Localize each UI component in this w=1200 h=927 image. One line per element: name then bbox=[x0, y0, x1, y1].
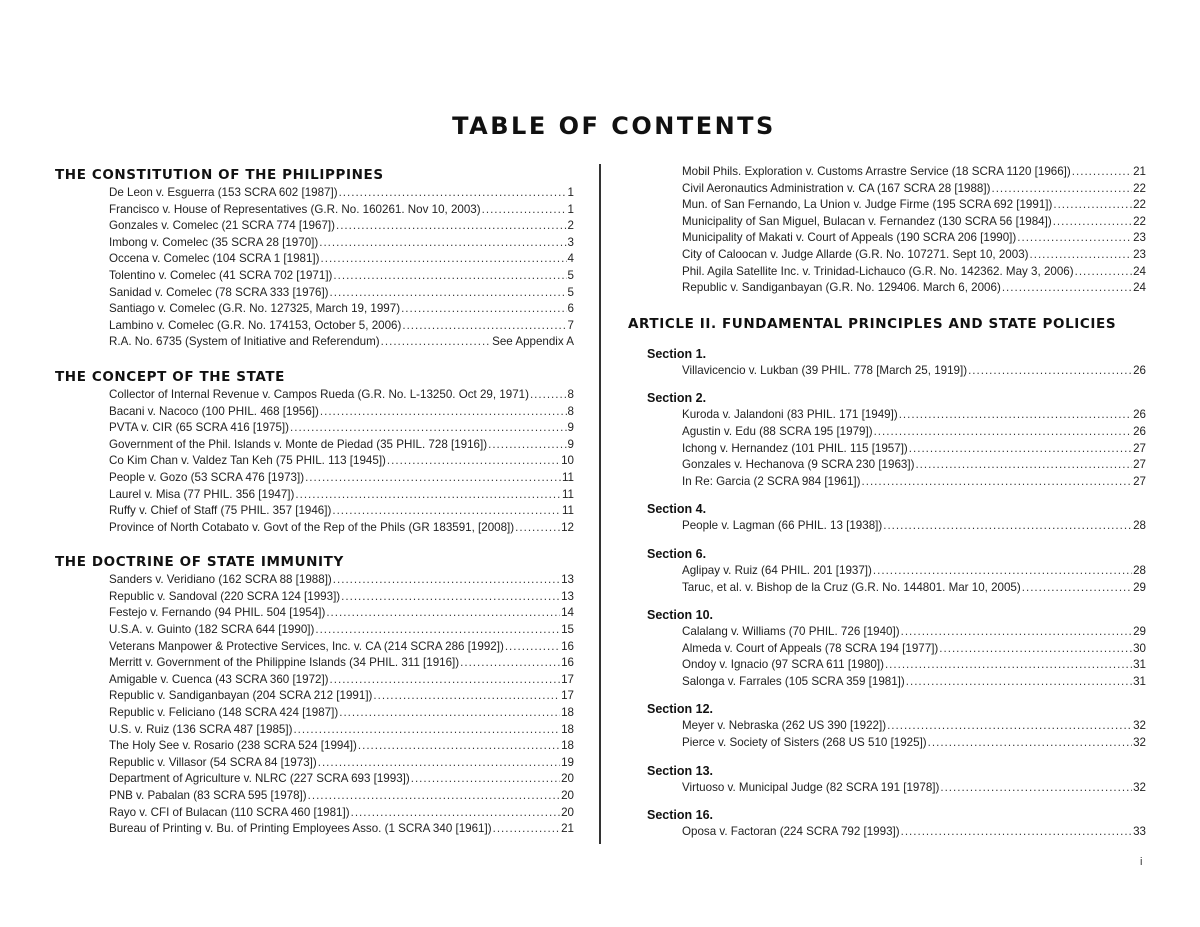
toc-entry[interactable] bbox=[682, 824, 1146, 841]
toc-entry[interactable] bbox=[682, 674, 1146, 691]
toc-entry-title: Laurel v. Misa (77 PHIL. 356 [1947]) bbox=[109, 487, 295, 501]
toc-entry-page: 1 bbox=[567, 186, 574, 199]
dot-leader bbox=[1002, 280, 1132, 297]
toc-entry-title: Lambino v. Comelec (G.R. No. 174153, October 5, 2006) bbox=[109, 318, 402, 332]
toc-entry-title: Amigable v. Cuenca (43 SCRA 360 [1972]) bbox=[109, 672, 329, 686]
toc-entry[interactable] bbox=[682, 780, 1146, 797]
toc-section-entries bbox=[628, 718, 1148, 751]
toc-entry[interactable] bbox=[109, 688, 574, 705]
toc-entry[interactable] bbox=[109, 639, 574, 656]
toc-entry[interactable] bbox=[109, 202, 574, 219]
toc-entry-title: Republic v. Sandiganbayan (204 SCRA 212 [1991]) bbox=[109, 689, 373, 703]
toc-entry-page: 32 bbox=[1133, 736, 1146, 750]
dot-leader bbox=[1072, 164, 1132, 181]
toc-entry-page: 22 bbox=[1133, 181, 1146, 195]
toc-entry-title: Pierce v. Society of Sisters (268 US 510 [1925]) bbox=[682, 736, 927, 750]
dot-leader bbox=[351, 805, 561, 822]
toc-entry[interactable] bbox=[682, 441, 1146, 458]
toc-entry[interactable] bbox=[109, 572, 574, 589]
toc-entry-page: 11 bbox=[561, 504, 574, 518]
toc-entry-page: 8 bbox=[567, 404, 574, 418]
dot-leader bbox=[488, 437, 566, 454]
toc-entry-page: 29 bbox=[1133, 580, 1146, 594]
toc-entry[interactable] bbox=[109, 503, 574, 520]
toc-entry-title: Santiago v. Comelec (G.R. No. 127325, March 19, 1997) bbox=[109, 302, 401, 316]
toc-entry-title: Salonga v. Farrales (105 SCRA 359 [1981]) bbox=[682, 674, 905, 688]
dot-leader bbox=[909, 441, 1132, 458]
toc-right-column bbox=[628, 164, 1148, 841]
toc-entry-page: 12 bbox=[561, 520, 574, 534]
toc-heading-article-ii: ARTICLE II. FUNDAMENTAL PRINCIPLES AND STATE POLICIES bbox=[628, 315, 1117, 332]
toc-entry-title: Mobil Phils. Exploration v. Customs Arrastre Service (18 SCRA 1120 [1966]) bbox=[682, 165, 1071, 178]
dot-leader bbox=[862, 474, 1133, 491]
dot-leader bbox=[358, 738, 560, 755]
dot-leader bbox=[940, 780, 1132, 797]
toc-entry-page: 9 bbox=[567, 437, 574, 451]
dot-leader bbox=[308, 788, 560, 805]
dot-leader bbox=[873, 563, 1132, 580]
dot-leader bbox=[290, 420, 567, 437]
toc-entry-page: 17 bbox=[561, 672, 574, 686]
toc-entry-title: Meyer v. Nebraska (262 US 390 [1922]) bbox=[682, 719, 887, 733]
dot-leader bbox=[874, 424, 1133, 441]
toc-entry[interactable] bbox=[109, 755, 574, 772]
dot-leader bbox=[387, 453, 560, 470]
toc-entry-page: 26 bbox=[1133, 424, 1146, 438]
toc-entry[interactable] bbox=[109, 821, 574, 838]
toc-entry-page: 32 bbox=[1133, 780, 1146, 794]
toc-entry-title: In Re: Garcia (2 SCRA 984 [1961]) bbox=[682, 474, 861, 488]
toc-section-entries bbox=[628, 407, 1148, 490]
toc-entry[interactable] bbox=[682, 264, 1146, 281]
toc-entry[interactable] bbox=[109, 251, 574, 268]
toc-entry-page: 27 bbox=[1133, 441, 1146, 455]
dot-leader bbox=[330, 285, 567, 302]
dot-leader bbox=[915, 457, 1132, 474]
toc-entry-title: R.A. No. 6735 (System of Initiative and Referendum) bbox=[109, 335, 380, 349]
toc-entry[interactable] bbox=[109, 453, 574, 470]
toc-entry[interactable] bbox=[682, 363, 1146, 380]
toc-entry[interactable] bbox=[682, 280, 1146, 297]
toc-entry-page: 16 bbox=[561, 656, 574, 670]
toc-section-entries bbox=[628, 518, 1148, 535]
toc-entry[interactable] bbox=[682, 624, 1146, 641]
toc-entry-page: 18 bbox=[561, 706, 574, 720]
dot-leader bbox=[939, 641, 1132, 658]
toc-entry-title: Imbong v. Comelec (35 SCRA 28 [1970]) bbox=[109, 235, 319, 249]
toc-entry-page: 13 bbox=[561, 573, 574, 587]
toc-entry-page: 24 bbox=[1133, 281, 1146, 295]
toc-entry-page: 14 bbox=[561, 606, 574, 620]
toc-entry[interactable] bbox=[682, 518, 1146, 535]
toc-entry-page: 29 bbox=[1133, 625, 1146, 639]
toc-entry[interactable] bbox=[682, 197, 1146, 214]
toc-entry-page: 27 bbox=[1133, 474, 1146, 488]
toc-section-entries bbox=[628, 824, 1148, 841]
toc-entry-page: 4 bbox=[567, 252, 574, 266]
toc-entry-title: Almeda v. Court of Appeals (78 SCRA 194 [1977]) bbox=[682, 641, 939, 655]
toc-entry[interactable] bbox=[109, 487, 574, 504]
toc-entry-page: 6 bbox=[567, 302, 574, 316]
toc-entry[interactable] bbox=[109, 387, 574, 404]
toc-entry-title: Sanidad v. Comelec (78 SCRA 333 [1976]) bbox=[109, 285, 329, 299]
dot-leader bbox=[339, 185, 567, 202]
toc-sections bbox=[628, 346, 1148, 841]
toc-group-state-immunity-continued bbox=[628, 164, 1148, 297]
toc-entry-page: 33 bbox=[1133, 825, 1146, 839]
dot-leader bbox=[530, 387, 567, 404]
dot-leader bbox=[887, 718, 1132, 735]
toc-entry-title: Republic v. Sandiganbayan (G.R. No. 129406. March 6, 2006) bbox=[682, 281, 1001, 295]
toc-section-entries bbox=[628, 780, 1148, 797]
toc-entry-title: Bureau of Printing v. Bu. of Printing Employees Asso. (1 SCRA 340 [1961]) bbox=[109, 822, 492, 836]
toc-entry[interactable] bbox=[109, 805, 574, 822]
dot-leader bbox=[381, 334, 491, 351]
toc-entry-page: 5 bbox=[567, 285, 574, 299]
dot-leader bbox=[320, 404, 567, 421]
toc-entry-page: 15 bbox=[561, 623, 574, 637]
dot-leader bbox=[321, 251, 567, 268]
toc-entry-page: 27 bbox=[1133, 458, 1146, 472]
toc-entry-title: The Holy See v. Rosario (238 SCRA 524 [1994]) bbox=[109, 739, 357, 753]
toc-entry[interactable] bbox=[109, 771, 574, 788]
toc-heading-concept-of-state: THE CONCEPT OF THE STATE bbox=[55, 368, 285, 385]
toc-entry[interactable] bbox=[109, 788, 574, 805]
dot-leader bbox=[333, 268, 566, 285]
toc-entry-page: 2 bbox=[567, 219, 574, 233]
toc-entry[interactable] bbox=[682, 407, 1146, 424]
toc-entry-page: 20 bbox=[561, 805, 574, 819]
dot-leader bbox=[901, 824, 1132, 841]
toc-entry-title: Festejo v. Fernando (94 PHIL. 504 [1954]) bbox=[109, 606, 326, 620]
toc-entry-page: 16 bbox=[561, 639, 574, 653]
toc-entry[interactable] bbox=[682, 718, 1146, 735]
toc-entry-title: Calalang v. Williams (70 PHIL. 726 [1940]) bbox=[682, 625, 900, 639]
toc-entry[interactable] bbox=[109, 589, 574, 606]
toc-entry-page: 23 bbox=[1133, 247, 1146, 261]
toc-section-label: Section 16. bbox=[647, 808, 713, 823]
dot-leader bbox=[883, 518, 1132, 535]
toc-entry-page: 20 bbox=[561, 789, 574, 802]
toc-entry[interactable] bbox=[109, 334, 574, 351]
toc-entry-title: De Leon v. Esguerra (153 SCRA 602 [1987]) bbox=[109, 186, 338, 199]
toc-entry-title: Gonzales v. Hechanova (9 SCRA 230 [1963]) bbox=[682, 458, 915, 472]
toc-entry[interactable] bbox=[682, 181, 1146, 198]
dot-leader bbox=[505, 639, 560, 656]
toc-entry-page: 10 bbox=[561, 454, 574, 468]
dot-leader bbox=[901, 624, 1133, 641]
toc-entry[interactable] bbox=[682, 735, 1146, 752]
dot-leader bbox=[339, 705, 560, 722]
toc-entry-title: Gonzales v. Comelec (21 SCRA 774 [1967]) bbox=[109, 219, 335, 233]
dot-leader bbox=[332, 503, 561, 520]
toc-entry-page: 9 bbox=[567, 421, 574, 435]
toc-entry-page: 24 bbox=[1133, 264, 1146, 278]
toc-entry-title: Taruc, et al. v. Bishop de la Cruz (G.R. No. 144801. Mar 10, 2005) bbox=[682, 580, 1021, 594]
toc-section-entries bbox=[628, 363, 1148, 380]
toc-entry[interactable] bbox=[109, 655, 574, 672]
toc-entry-title: Civil Aeronautics Administration v. CA (167 SCRA 28 [1988]) bbox=[682, 181, 991, 195]
dot-leader bbox=[319, 235, 566, 252]
toc-entry[interactable] bbox=[109, 218, 574, 235]
toc-section-label: Section 4. bbox=[647, 502, 707, 517]
toc-entry-page: 26 bbox=[1133, 363, 1146, 377]
toc-entry[interactable] bbox=[682, 230, 1146, 247]
toc-entry[interactable] bbox=[109, 301, 574, 318]
toc-entry-page: 23 bbox=[1133, 231, 1146, 245]
toc-heading-constitution: THE CONSTITUTION OF THE PHILIPPINES bbox=[55, 167, 384, 183]
toc-entry[interactable] bbox=[682, 641, 1146, 658]
toc-entry-page: 11 bbox=[561, 487, 574, 501]
toc-entry[interactable] bbox=[109, 672, 574, 689]
toc-entry-title: Francisco v. House of Representatives (G.R. No. 160261. Nov 10, 2003) bbox=[109, 202, 481, 216]
toc-entry-title: Municipality of San Miguel, Bulacan v. Fernandez (130 SCRA 56 [1984]) bbox=[682, 214, 1052, 228]
toc-entry-title: Ondoy v. Ignacio (97 SCRA 611 [1980]) bbox=[682, 658, 884, 672]
toc-entry-title: Co Kim Chan v. Valdez Tan Keh (75 PHIL. 113 [1945]) bbox=[109, 454, 386, 468]
toc-entry[interactable] bbox=[109, 235, 574, 252]
dot-leader bbox=[402, 318, 566, 335]
toc-entry[interactable] bbox=[109, 705, 574, 722]
toc-entry-page: 31 bbox=[1133, 658, 1146, 672]
toc-entry-title: Republic v. Feliciano (148 SCRA 424 [1987]) bbox=[109, 706, 339, 720]
toc-left-column bbox=[55, 166, 575, 838]
toc-heading-state-immunity: THE DOCTRINE OF STATE IMMUNITY bbox=[55, 554, 344, 571]
toc-entry-title: U.S. v. Ruiz (136 SCRA 487 [1985]) bbox=[109, 722, 293, 736]
toc-entry[interactable] bbox=[109, 738, 574, 755]
toc-entry[interactable] bbox=[682, 474, 1146, 491]
toc-entry-page: 30 bbox=[1133, 641, 1146, 655]
column-divider bbox=[599, 164, 601, 844]
toc-group-concept-of-state bbox=[55, 387, 575, 536]
toc-entry[interactable] bbox=[109, 605, 574, 622]
toc-entry[interactable] bbox=[682, 563, 1146, 580]
toc-entry-title: Province of North Cotabato v. Govt of the Rep of the Phils (GR 183591, [2008]) bbox=[109, 520, 515, 534]
toc-entry-title: Oposa v. Factoran (224 SCRA 792 [1993]) bbox=[682, 825, 900, 839]
toc-entry[interactable] bbox=[682, 457, 1146, 474]
toc-entry-title: People v. Gozo (53 SCRA 476 [1973]) bbox=[109, 470, 305, 484]
toc-entry-title: Veterans Manpower & Protective Services, Inc. v. CA (214 SCRA 286 [1992]) bbox=[109, 639, 504, 653]
dot-leader bbox=[1030, 247, 1133, 264]
dot-leader bbox=[1075, 264, 1132, 281]
toc-entry-page: 26 bbox=[1133, 408, 1146, 422]
toc-entry-page: 28 bbox=[1133, 519, 1146, 533]
toc-entry-title: Bacani v. Nacoco (100 PHIL. 468 [1956]) bbox=[109, 404, 319, 418]
toc-entry[interactable] bbox=[109, 285, 574, 302]
toc-entry-title: Municipality of Makati v. Court of Appeals (190 SCRA 206 [1990]) bbox=[682, 231, 1017, 245]
toc-entry[interactable] bbox=[109, 420, 574, 437]
toc-entry-title: People v. Lagman (66 PHIL. 13 [1938]) bbox=[682, 519, 883, 533]
toc-entry-page: 22 bbox=[1133, 214, 1146, 228]
toc-entry-title: Rayo v. CFI of Bulacan (110 SCRA 460 [1981]) bbox=[109, 805, 350, 819]
dot-leader bbox=[885, 657, 1132, 674]
dot-leader bbox=[326, 605, 560, 622]
toc-entry-page: 31 bbox=[1133, 674, 1146, 688]
toc-entry[interactable] bbox=[682, 214, 1146, 231]
toc-group-constitution bbox=[55, 185, 575, 351]
toc-entry-page: 32 bbox=[1133, 719, 1146, 733]
dot-leader bbox=[899, 407, 1132, 424]
dot-leader bbox=[1022, 580, 1132, 597]
toc-entry-title: Mun. of San Fernando, La Union v. Judge Firme (195 SCRA 692 [1991]) bbox=[682, 198, 1053, 212]
toc-entry-title: Kuroda v. Jalandoni (83 PHIL. 171 [1949]) bbox=[682, 408, 898, 422]
toc-entry[interactable] bbox=[109, 268, 574, 285]
toc-entry-page: 21 bbox=[561, 822, 574, 836]
toc-entry-title: Department of Agriculture v. NLRC (227 SCRA 693 [1993]) bbox=[109, 772, 410, 786]
toc-section-entries bbox=[628, 563, 1148, 596]
dot-leader bbox=[1017, 230, 1132, 247]
dot-leader bbox=[411, 771, 560, 788]
toc-group-state-immunity bbox=[55, 572, 575, 838]
toc-section-label: Section 6. bbox=[647, 546, 707, 561]
toc-entry-page: 1 bbox=[567, 202, 574, 216]
toc-section-label: Section 12. bbox=[647, 702, 713, 717]
toc-entry-title: U.S.A. v. Guinto (182 SCRA 644 [1990]) bbox=[109, 623, 315, 637]
dot-leader bbox=[341, 589, 560, 606]
dot-leader bbox=[305, 470, 561, 487]
dot-leader bbox=[401, 301, 566, 318]
dot-leader bbox=[1053, 214, 1132, 231]
toc-entry-title: City of Caloocan v. Judge Allarde (G.R. No. 107271. Sept 10, 2003) bbox=[682, 247, 1029, 261]
toc-entry[interactable] bbox=[682, 424, 1146, 441]
toc-entry-title: Merritt v. Government of the Philippine Islands (34 PHIL. 311 [1916]) bbox=[109, 656, 460, 670]
toc-section-entries bbox=[628, 624, 1148, 690]
dot-leader bbox=[991, 181, 1132, 198]
toc-entry-page: See Appendix A bbox=[492, 335, 574, 349]
toc-entry-title: Republic v. Sandoval (220 SCRA 124 [1993]) bbox=[109, 589, 341, 603]
toc-entry-page: 18 bbox=[561, 739, 574, 753]
toc-entry[interactable] bbox=[109, 520, 574, 537]
dot-leader bbox=[318, 755, 560, 772]
dot-leader bbox=[928, 735, 1132, 752]
toc-entry-page: 18 bbox=[561, 722, 574, 736]
toc-entry-page: 28 bbox=[1133, 563, 1146, 577]
page-title: TABLE OF CONTENTS bbox=[452, 112, 776, 140]
toc-entry-title: Republic v. Villasor (54 SCRA 84 [1973]) bbox=[109, 755, 317, 769]
toc-entry-title: Government of the Phil. Islands v. Monte de Piedad (35 PHIL. 728 [1916]) bbox=[109, 437, 488, 451]
toc-entry[interactable] bbox=[109, 318, 574, 335]
toc-entry[interactable] bbox=[109, 622, 574, 639]
dot-leader bbox=[493, 821, 561, 838]
toc-entry[interactable] bbox=[682, 657, 1146, 674]
dot-leader bbox=[293, 722, 560, 739]
toc-entry-page: 3 bbox=[567, 235, 574, 249]
dot-leader bbox=[373, 688, 560, 705]
toc-entry[interactable] bbox=[109, 185, 574, 202]
dot-leader bbox=[515, 520, 560, 537]
toc-entry-page: 7 bbox=[567, 318, 574, 332]
toc-entry[interactable] bbox=[682, 164, 1146, 181]
page-number: i bbox=[1140, 856, 1143, 868]
toc-entry-title: Occena v. Comelec (104 SCRA 1 [1981]) bbox=[109, 252, 320, 266]
toc-entry-title: Collector of Internal Revenue v. Campos Rueda (G.R. No. L-13250. Oct 29, 1971) bbox=[109, 387, 529, 401]
toc-entry-page: 22 bbox=[1133, 198, 1146, 212]
toc-entry-title: Villavicencio v. Lukban (39 PHIL. 778 [March 25, 1919]) bbox=[682, 363, 968, 377]
toc-section-label: Section 1. bbox=[647, 346, 707, 361]
toc-entry[interactable] bbox=[109, 470, 574, 487]
toc-entry-title: Virtuoso v. Municipal Judge (82 SCRA 191 [1978]) bbox=[682, 780, 940, 794]
dot-leader bbox=[333, 572, 560, 589]
toc-entry-page: 21 bbox=[1133, 165, 1146, 178]
dot-leader bbox=[1053, 197, 1132, 214]
dot-leader bbox=[482, 202, 567, 219]
toc-entry[interactable] bbox=[109, 437, 574, 454]
toc-entry-title: Phil. Agila Satellite Inc. v. Trinidad-Lichauco (G.R. No. 142362. May 3, 2006) bbox=[682, 264, 1074, 278]
dot-leader bbox=[330, 672, 561, 689]
toc-entry-title: Sanders v. Veridiano (162 SCRA 88 [1988]) bbox=[109, 573, 332, 587]
toc-entry-page: 8 bbox=[567, 387, 574, 401]
toc-entry[interactable] bbox=[682, 580, 1146, 597]
toc-entry[interactable] bbox=[682, 247, 1146, 264]
toc-entry-title: Tolentino v. Comelec (41 SCRA 702 [1971]) bbox=[109, 268, 333, 282]
toc-entry[interactable] bbox=[109, 404, 574, 421]
toc-entry-title: Ruffy v. Chief of Staff (75 PHIL. 357 [1946]) bbox=[109, 504, 332, 518]
toc-entry-page: 17 bbox=[561, 689, 574, 703]
toc-entry-page: 19 bbox=[561, 755, 574, 769]
dot-leader bbox=[315, 622, 560, 639]
dot-leader bbox=[295, 487, 561, 504]
toc-entry-page: 20 bbox=[561, 772, 574, 786]
dot-leader bbox=[968, 363, 1132, 380]
toc-section-label: Section 13. bbox=[647, 763, 713, 778]
dot-leader bbox=[906, 674, 1132, 691]
toc-entry[interactable] bbox=[109, 722, 574, 739]
dot-leader bbox=[460, 655, 560, 672]
toc-entry-title: PVTA v. CIR (65 SCRA 416 [1975]) bbox=[109, 421, 289, 435]
toc-section-label: Section 2. bbox=[647, 391, 707, 406]
toc-entry-page: 11 bbox=[561, 470, 574, 484]
dot-leader bbox=[336, 218, 567, 235]
toc-entry-title: Agustin v. Edu (88 SCRA 195 [1979]) bbox=[682, 424, 873, 438]
toc-entry-title: Aglipay v. Ruiz (64 PHIL. 201 [1937]) bbox=[682, 563, 872, 577]
toc-entry-title: Ichong v. Hernandez (101 PHIL. 115 [1957]) bbox=[682, 441, 908, 455]
toc-entry-page: 5 bbox=[567, 268, 574, 282]
toc-section-label: Section 10. bbox=[647, 608, 713, 623]
toc-entry-title: PNB v. Pabalan (83 SCRA 595 [1978]) bbox=[109, 789, 307, 802]
toc-entry-page: 13 bbox=[561, 589, 574, 603]
